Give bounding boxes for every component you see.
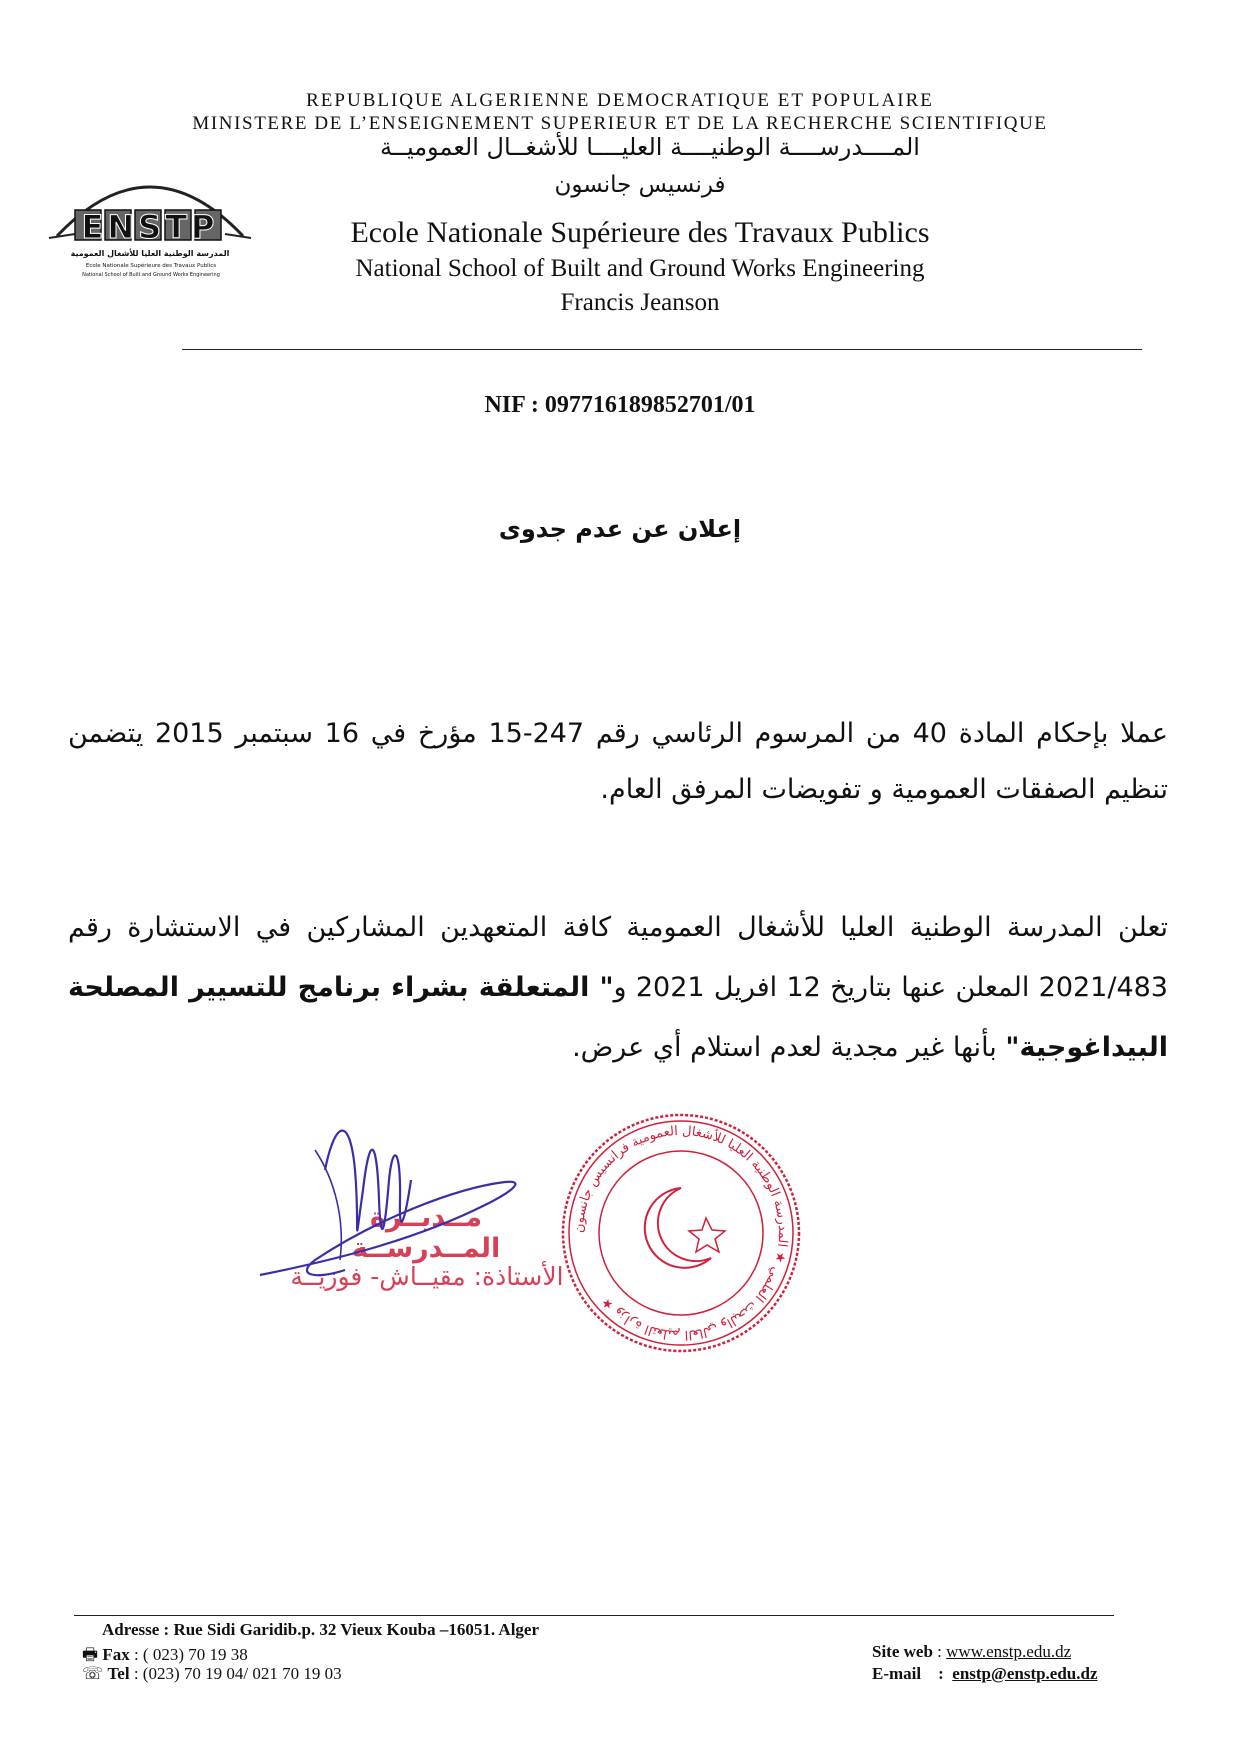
footer-tel-row [82, 1664, 342, 1684]
logo-caption-english: National School of Built and Ground Works Engineering [82, 272, 220, 278]
tel-label: Tel [107, 1664, 130, 1683]
header-divider [182, 349, 1142, 350]
header-jeanson-arabic: فرنسيس جانسون [554, 172, 726, 198]
fax-icon: 🖶 [82, 1645, 99, 1664]
footer-site-row: Site web : www.enstp.edu.dz [872, 1642, 1072, 1661]
announcement-text-part2: بأنها غير مجدية لعدم استلام أي عرض. [572, 1032, 1006, 1063]
logo-caption-arabic: المدرسة الوطنية العليا للأشغال العمومية [70, 249, 230, 258]
signatory-name: الأستاذة: مقيــاش- فوزيــة [290, 1262, 564, 1291]
header-school-arabic: المــــدرســــة الوطنيــــة العليــــا للأشغــال العموميــة [380, 133, 920, 161]
logo-text: ENSTP [81, 208, 219, 246]
email-link[interactable]: enstp@enstp.edu.dz [952, 1664, 1098, 1683]
header-school-french: Ecole Nationale Supérieure des Travaux Publics [350, 216, 930, 249]
footer-email-row: E-mail : enstp@enstp.edu.dz [872, 1664, 1098, 1683]
site-label: Site web [872, 1642, 933, 1661]
footer-divider [74, 1615, 1114, 1616]
stamp-ring-text: وزارة التعليم العالي والبحث العلمي ★ المدرسة الوطنية العليا للأشغال العمومية فرانسيس جانسون ★ [571, 1123, 791, 1343]
fax-label: Fax [102, 1645, 130, 1664]
enstp-logo [45, 158, 255, 293]
header-school-english: National School of Built and Ground Works Engineering [355, 255, 925, 282]
signatory-title: مــديــرة المــدرســة [351, 1202, 501, 1264]
announcement-subject: " المتعلقة بشراء برنامج للتسيير المصلحة البيداغوجية" [68, 972, 1168, 1063]
header-ministere: MINISTERE DE L’ENSEIGNEMENT SUPERIEUR ET DE LA RECHERCHE SCIENTIFIQUE [192, 113, 1048, 134]
tel-number: : (023) 70 19 04/ 021 70 19 03 [133, 1664, 342, 1683]
paragraph-legal-basis: عملا بإحكام المادة 40 من المرسوم الرئاسي رقم 247-15 مؤرخ في 16 سبتمبر 2015 يتضمن تنظيم الصفقات العمومية و تفويضات المرفق العام. [68, 718, 1168, 805]
phone-icon: ☏ [82, 1664, 104, 1683]
handwritten-signature-icon [255, 1110, 595, 1300]
header-republique: REPUBLIQUE ALGERIENNE DEMOCRATIQUE ET POPULAIRE [306, 90, 934, 111]
svg-text:وزارة التعليم العالي والبحث ال [572, 1124, 790, 1342]
nif-number: NIF : 097716189852701/01 [484, 392, 756, 418]
header-francis: Francis Jeanson [560, 289, 720, 316]
email-label: E-mail [872, 1664, 922, 1683]
logo-caption-french: Ecole Nationale Supérieure des Travaux Publics [85, 263, 217, 269]
announcement-title: إعلان عن عدم جدوى [498, 515, 742, 543]
paragraph-announcement [68, 898, 1168, 1078]
footer-address: Adresse : Rue Sidi Garidib.p. 32 Vieux Kouba –16051. Alger [102, 1620, 540, 1639]
announcement-text-part1: تعلن المدرسة الوطنية العليا للأشغال العمومية كافة المتعهدين المشاركين في الاستشارة رقم 2021/483 المعلن عنها بتاريخ 12 افريل 2021 و [68, 912, 1168, 1003]
site-link[interactable]: www.enstp.edu.dz [946, 1642, 1072, 1661]
fax-number: : ( 023) 70 19 38 [133, 1645, 248, 1664]
